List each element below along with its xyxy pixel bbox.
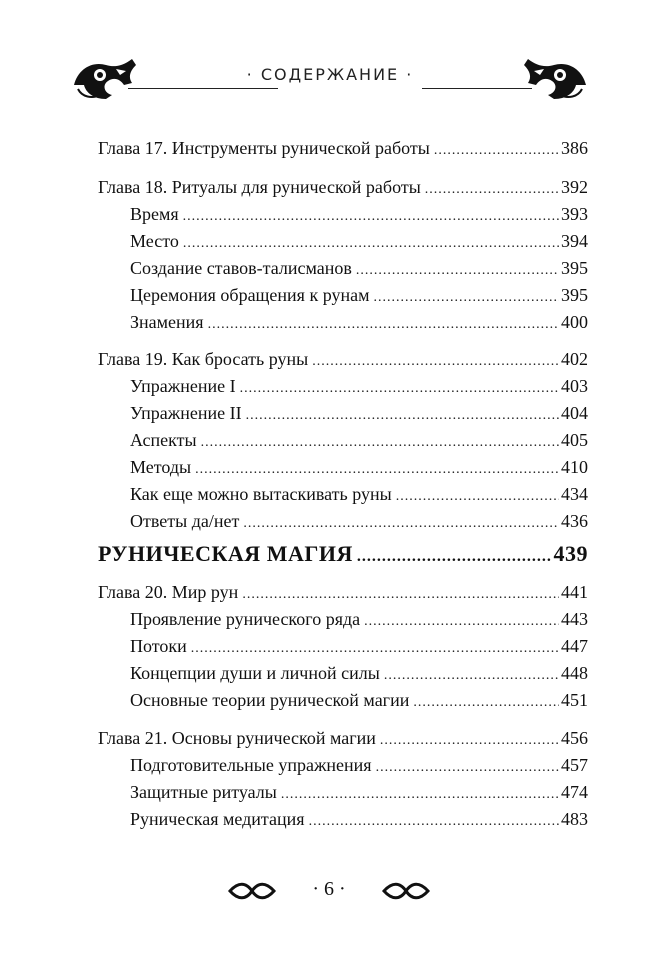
toc-entry-title: Как еще можно вытаскивать руны: [130, 484, 392, 504]
toc-entry-title: Упражнение I: [130, 376, 236, 396]
dot-leader: [201, 431, 559, 455]
toc-section: [130, 283, 588, 310]
dot-leader: [183, 232, 559, 256]
toc-entry-title: Защитные ритуалы: [130, 782, 277, 802]
dot-leader: [191, 637, 559, 661]
toc-section: [130, 455, 588, 482]
dot-leader: [246, 404, 559, 428]
toc-entry-page: 448: [561, 663, 588, 683]
header-title: · СОДЕРЖАНИЕ ·: [246, 65, 414, 84]
toc-section: [130, 661, 588, 688]
toc-entry-title: Подготовительные упражнения: [130, 755, 372, 775]
dragon-ornament-icon: [518, 55, 590, 101]
toc-section: [130, 229, 588, 256]
toc-entry-title: Место: [130, 231, 179, 251]
dot-leader: [243, 512, 559, 536]
dot-leader: [376, 756, 559, 780]
dot-leader: [195, 458, 559, 482]
toc-entry-title: Основные теории рунической магии: [130, 690, 410, 710]
toc-section: [130, 482, 588, 509]
toc-entry-page: 393: [561, 204, 588, 224]
toc-section: [130, 310, 588, 337]
toc-chapter: [98, 175, 588, 202]
toc-entry-title: Упражнение II: [130, 403, 242, 423]
toc-entry-page: 404: [561, 403, 588, 423]
toc-section: [130, 202, 588, 229]
toc-entry-page: 483: [561, 809, 588, 829]
toc-entry-title: РУНИЧЕСКАЯ МАГИЯ: [98, 541, 353, 566]
dot-leader: [183, 205, 559, 229]
dot-leader: [413, 691, 559, 715]
toc-entry-page: 456: [561, 728, 588, 748]
toc-section: [130, 634, 588, 661]
toc-entry-title: Ответы да/нет: [130, 511, 240, 531]
toc-section: [130, 753, 588, 780]
toc-chapter: [98, 726, 588, 753]
dot-leader: [208, 313, 559, 337]
toc-entry-page: 434: [561, 484, 588, 504]
dot-leader: [281, 783, 559, 807]
page-footer: [0, 876, 658, 906]
dot-leader: [364, 610, 559, 634]
toc-entry-page: 436: [561, 511, 588, 531]
header-rule-right: [422, 88, 532, 89]
toc-entry-title: Глава 17. Инструменты рунической работы: [98, 138, 430, 158]
toc-section: [130, 256, 588, 283]
toc-entry-page: 443: [561, 609, 588, 629]
toc-section: [130, 780, 588, 807]
toc-entry-title: Руническая медитация: [130, 809, 305, 829]
toc-entry-title: Концепции души и личной силы: [130, 663, 380, 683]
toc-entry-title: Глава 19. Как бросать руны: [98, 349, 309, 369]
toc-entry-title: Создание ставов-талисманов: [130, 258, 352, 278]
dot-leader: [425, 178, 559, 202]
toc-entry-page: 403: [561, 376, 588, 396]
dot-leader: [434, 139, 559, 163]
toc-section: [130, 509, 588, 536]
toc-entry-page: 410: [561, 457, 588, 477]
toc-section: [130, 401, 588, 428]
toc-entry-page: 394: [561, 231, 588, 251]
toc-part: [98, 542, 588, 569]
dot-leader: [396, 485, 559, 509]
toc-chapter: [98, 580, 588, 607]
toc-chapter: [98, 347, 588, 374]
toc-entry-page: 395: [561, 285, 588, 305]
toc-entry-page: 402: [561, 349, 588, 369]
toc-entry-page: 474: [561, 782, 588, 802]
toc-entry-page: 392: [561, 177, 588, 197]
dot-leader: [240, 377, 559, 401]
toc-entry-title: Глава 21. Основы рунической магии: [98, 728, 376, 748]
toc-entry-page: 400: [561, 312, 588, 332]
toc-entry-page: 451: [561, 690, 588, 710]
toc-entry-page: 457: [561, 755, 588, 775]
page-number: · 6 ·: [312, 878, 346, 900]
running-header: [70, 55, 590, 105]
toc-entry-title: Аспекты: [130, 430, 197, 450]
toc-section: [130, 688, 588, 715]
toc-entry-page: 447: [561, 636, 588, 656]
toc-entry-page: 405: [561, 430, 588, 450]
dot-leader: [357, 545, 552, 569]
toc-entry-title: Методы: [130, 457, 192, 477]
knot-ornament-icon: [382, 880, 430, 902]
dot-leader: [373, 286, 559, 310]
toc-entry-title: Церемония обращения к рунам: [130, 285, 370, 305]
dot-leader: [356, 259, 559, 283]
toc-entry-title: Время: [130, 204, 179, 224]
toc-entry-page: 439: [553, 541, 588, 566]
toc-entry-title: Проявление рунического ряда: [130, 609, 361, 629]
dot-leader: [312, 350, 559, 374]
toc-entry-title: Потоки: [130, 636, 187, 656]
toc-entry-page: 441: [561, 582, 588, 602]
toc-entry-page: 386: [561, 138, 588, 158]
toc-chapter: [98, 136, 588, 163]
toc-entry-title: Знамения: [130, 312, 204, 332]
dot-leader: [384, 664, 559, 688]
toc-section: [130, 428, 588, 455]
toc-entry-title: Глава 20. Мир рун: [98, 582, 239, 602]
dot-leader: [242, 583, 559, 607]
toc-section: [130, 807, 588, 834]
toc-entry-page: 395: [561, 258, 588, 278]
toc-entry-title: Глава 18. Ритуалы для рунической работы: [98, 177, 421, 197]
header-rule-left: [128, 88, 278, 89]
toc-section: [130, 374, 588, 401]
dot-leader: [380, 729, 559, 753]
toc-section: [130, 607, 588, 634]
dot-leader: [309, 810, 559, 834]
